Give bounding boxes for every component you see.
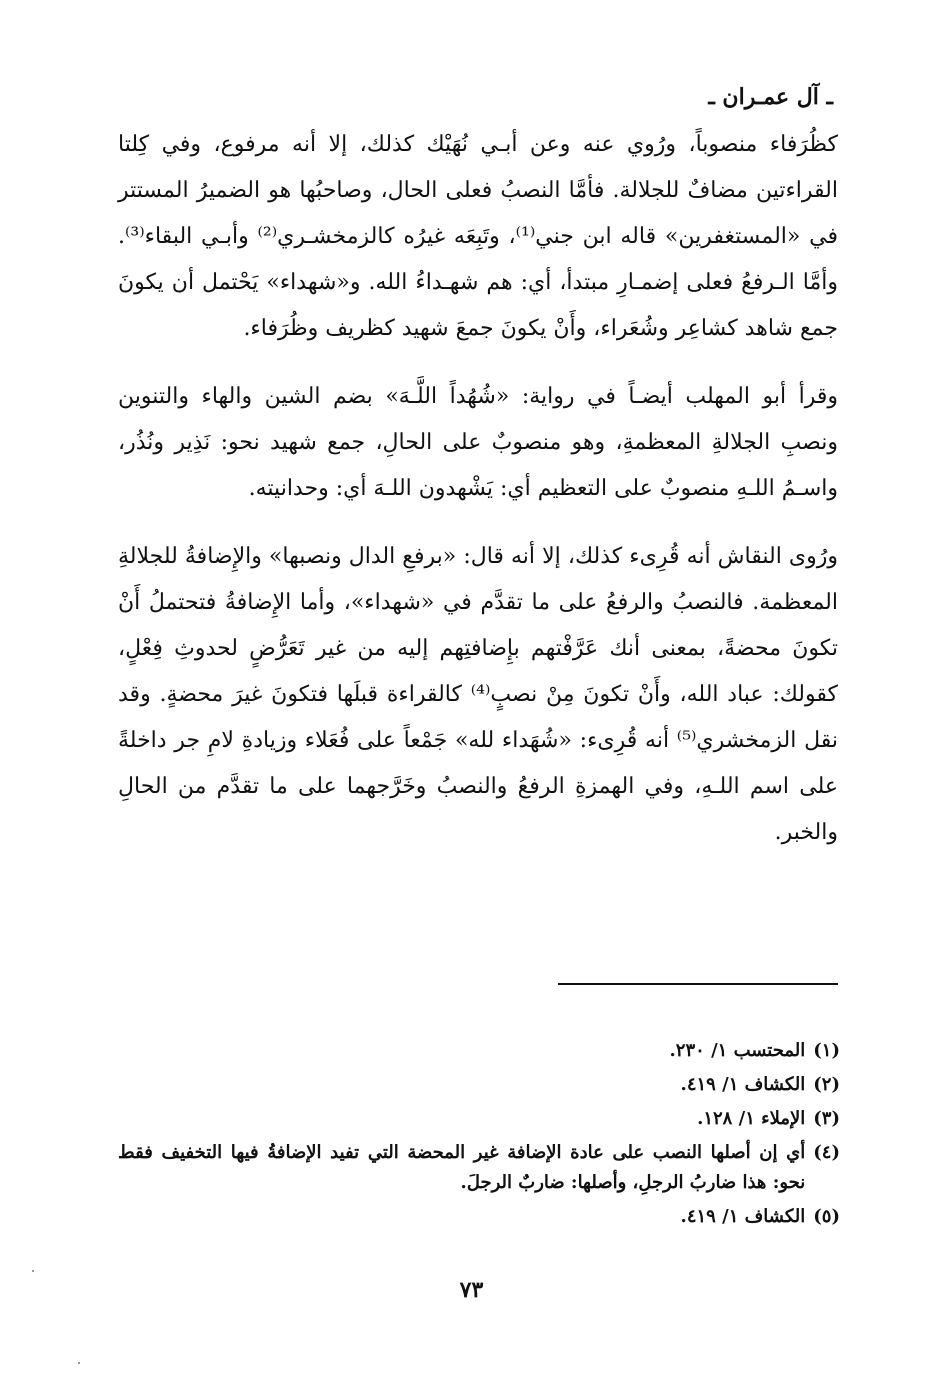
- running-head: ـ آل عمـران ـ: [708, 84, 833, 110]
- footnote-number: (٣): [813, 1108, 840, 1129]
- scan-speck: [78, 1362, 80, 1364]
- paragraph-3: ورُوى النقاش أنه قُرِىء كذلك، إلا أنه قال: «برفعِ الدال ونصبها» والإِضافةُ للجلالةِ المعظمة. فالنصبُ والرفعُ على ما تقدَّم في «شهداء»، وأما الإِضافةُ فتحتملُ أَنْ تكونَ محضةً، بمعنى أنك عَرَّفْتهم بإِضافتِهم إليه من غير تَعَرُّضٍ لحدوثِ فِعْلٍ، كقولك: عباد الله، وأَنْ تكونَ مِنْ نصبٍ⁽⁴⁾ كالقراءة قبلَها فتكونَ غيرَ محضةٍ. وقد نقل الزمخشري⁽⁵⁾ أنه قُرِىء: «شُهَداء لله» جَمْعاً على فُعَلاء وزيادةِ لامِ جر داخلةً على اسم اللـهِ، وفي الهمزةِ الرفعُ والنصبُ وخَرَّجهما على ما تقدَّم من الحالِ والخبر.: [118, 544, 838, 845]
- footnote-separator: [558, 983, 838, 985]
- footnote-number: (٤): [813, 1142, 840, 1163]
- footnote-text: الإملاء ١/ ١٢٨.: [697, 1108, 806, 1129]
- paragraph-1: كظُرَفاء منصوباً، ورُوي عنه وعن أبـي نُهَيْك كذلك، إلا أنه مرفوع، وفي كِلتا القراءتين مضافٌ للجلالة. فأمَّا النصبُ فعلى الحال، وصاحبُها هو الضميرُ المستتر في «المستغفرين» قاله ابن جني⁽¹⁾، وتَبِعَه غيرُه كالزمخشـري⁽²⁾ وأبـي البقاء⁽³⁾. وأمَّا الـرفعُ فعلى إضمـارِ مبتدأ، أي: هم شهـداءُ الله. و«شهداء» يَحْتمل أن يكونَ جمع شاهد كشاعِر وشُعَراء، وأَنْ يكونَ جمعَ شهيد كظريف وظُرَفاء.: [118, 132, 838, 341]
- footnotes-list: [118, 1036, 840, 1236]
- footnote-text: أي إن أصلها النصب على عادة الإضافة غير المحضة التي تفيد الإضافةُ فيها التخفيف فقط نحو: هذا ضاربُ الرجلِ، وأصلها: ضاربٌ الرجلَ.: [118, 1142, 806, 1193]
- footnote-number: (٥): [813, 1206, 840, 1227]
- footnote-item: [118, 1070, 840, 1100]
- footnote-item: [118, 1138, 840, 1198]
- footnote-item: [118, 1036, 840, 1066]
- footnote-number: (١): [813, 1040, 840, 1061]
- footnote-text: الكشاف ١/ ٤١٩.: [680, 1206, 806, 1227]
- page-number: ٧٣: [459, 1277, 484, 1303]
- footnote-number: (٢): [813, 1074, 840, 1095]
- footnote-text: الكشاف ١/ ٤١٩.: [680, 1074, 806, 1095]
- footnote-text: المحتسب ١/ ٢٣٠.: [669, 1040, 806, 1061]
- paragraph-2: وقرأ أبو المهلب أيضـاً في رواية: «شُهُداً اللَّـهَ» بضم الشين والهاء والتنوين ونصبِ الجلالةِ المعظمةِ، وهو منصوبٌ على الحالِ، جمع شهيد نحو: نَذِير ونُذُر، واسـمُ اللـهِ منصوبٌ على التعظيم أي: يَشْهدون اللـهَ أي: وحدانيته.: [118, 384, 838, 501]
- footnote-item: [118, 1104, 840, 1134]
- main-text: [118, 122, 838, 856]
- footnote-item: [118, 1202, 840, 1232]
- scan-speck: [32, 1270, 34, 1272]
